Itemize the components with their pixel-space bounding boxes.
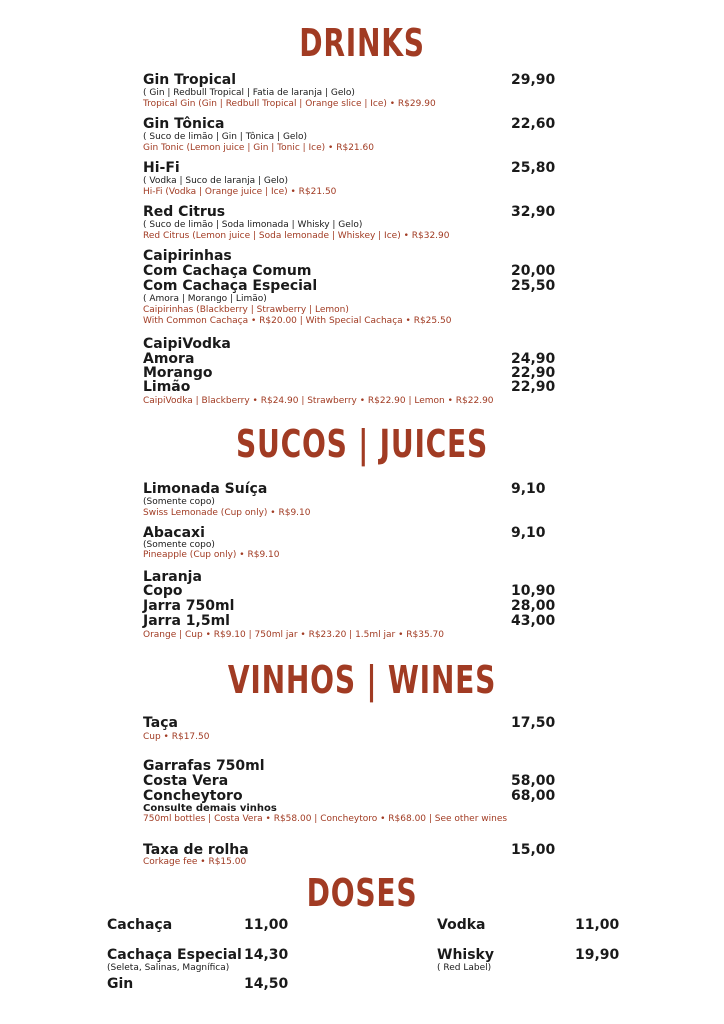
item-translation: Caipirinhas (Blackberry | Strawberry | Lemon) [143, 305, 349, 315]
item-description: ( Gin | Redbull Tropical | Fatia de laranja | Gelo) [143, 88, 355, 98]
item-name: Limonada Suíça [143, 481, 268, 497]
item-description: ( Suco de limão | Soda limonada | Whisky | Gelo) [143, 220, 363, 230]
item-price: 10,90 [511, 583, 556, 599]
section-title-doses: DOSES [306, 871, 418, 915]
item-title: Laranja [143, 569, 202, 585]
item-description: ( Suco de limão | Gin | Tônica | Gelo) [143, 132, 307, 142]
item-price: 11,00 [575, 917, 620, 933]
item-price: 15,00 [511, 842, 556, 858]
item-price: 43,00 [511, 613, 556, 629]
item-price: 20,00 [511, 263, 556, 279]
item-title: CaipiVodka [143, 336, 231, 352]
item-translation: Gin Tonic (Lemon juice | Gin | Tonic | Ice) • R$21.60 [143, 143, 374, 153]
item-variant: Amora [143, 351, 195, 367]
item-price: 29,90 [511, 72, 556, 88]
item-price: 24,90 [511, 351, 556, 367]
item-price: 14,30 [244, 947, 289, 963]
item-price: 19,90 [575, 947, 620, 963]
item-description: (Seleta, Salinas, Magnífica) [107, 963, 230, 973]
item-name: Gin [107, 976, 134, 992]
item-price: 22,60 [511, 116, 556, 132]
item-price: 28,00 [511, 598, 556, 614]
item-translation: Swiss Lemonade (Cup only) • R$9.10 [143, 508, 311, 518]
item-variant: Com Cachaça Especial [143, 278, 318, 294]
item-name: Cachaça Especial [107, 947, 242, 963]
item-variant: Copo [143, 583, 183, 599]
item-price: 17,50 [511, 715, 556, 731]
item-price: 22,90 [511, 365, 556, 381]
item-variant: Morango [143, 365, 213, 381]
item-variant: Jarra 1,5ml [143, 613, 230, 629]
item-price: 9,10 [511, 481, 546, 497]
item-description: (Somente copo) [143, 497, 215, 507]
item-price: 11,00 [244, 917, 289, 933]
item-price: 32,90 [511, 204, 556, 220]
item-price: 14,50 [244, 976, 289, 992]
item-price: 22,90 [511, 379, 556, 395]
item-translation: Red Citrus (Lemon juice | Soda lemonade | Whiskey | Ice) • R$32.90 [143, 231, 450, 241]
item-title: Garrafas 750ml [143, 758, 265, 774]
item-name: Vodka [437, 917, 486, 933]
item-description: ( Red Label) [437, 963, 492, 973]
item-translation: Corkage fee • R$15.00 [143, 857, 247, 867]
item-translation: CaipiVodka | Blackberry • R$24.90 | Strawberry • R$22.90 | Lemon • R$22.90 [143, 396, 494, 406]
item-name: Abacaxi [143, 525, 205, 541]
item-name: Gin Tônica [143, 116, 225, 132]
item-name: Cachaça [107, 917, 173, 933]
section-title-drinks: DRINKS [299, 21, 425, 65]
item-translation: Hi-Fi (Vodka | Orange juice | Ice) • R$21.50 [143, 187, 337, 197]
item-description: ( Vodka | Suco de laranja | Gelo) [143, 176, 288, 186]
item-translation: Tropical Gin (Gin | Redbull Tropical | Orange slice | Ice) • R$29.90 [143, 99, 436, 109]
item-variant: Jarra 750ml [143, 598, 235, 614]
item-price: 58,00 [511, 773, 556, 789]
item-price: 25,50 [511, 278, 556, 294]
item-note: Consulte demais vinhos [143, 803, 277, 814]
item-translation: Orange | Cup • R$9.10 | 750ml jar • R$23.20 | 1.5ml jar • R$35.70 [143, 630, 444, 640]
item-translation: With Common Cachaça • R$20.00 | With Special Cachaça • R$25.50 [143, 316, 452, 326]
item-variant: Limão [143, 379, 191, 395]
item-price: 68,00 [511, 788, 556, 804]
item-variant: Costa Vera [143, 773, 229, 789]
item-name: Hi-Fi [143, 160, 180, 176]
item-name: Gin Tropical [143, 72, 237, 88]
item-description: (Somente copo) [143, 540, 215, 550]
item-translation: 750ml bottles | Costa Vera • R$58.00 | Concheytoro • R$68.00 | See other wines [143, 814, 508, 824]
item-name: Whisky [437, 947, 494, 963]
item-translation: Cup • R$17.50 [143, 732, 210, 742]
item-variant: Concheytoro [143, 788, 243, 804]
section-title-juices: SUCOS | JUICES [236, 422, 488, 466]
item-description: ( Amora | Morango | Limão) [143, 294, 267, 304]
item-name: Taça [143, 715, 178, 731]
item-name: Taxa de rolha [143, 842, 249, 858]
item-price: 25,80 [511, 160, 556, 176]
item-price: 9,10 [511, 525, 546, 541]
item-title: Caipirinhas [143, 248, 232, 264]
item-translation: Pineapple (Cup only) • R$9.10 [143, 550, 280, 560]
section-title-wines: VINHOS | WINES [227, 658, 497, 702]
item-name: Red Citrus [143, 204, 226, 220]
item-variant: Com Cachaça Comum [143, 263, 312, 279]
